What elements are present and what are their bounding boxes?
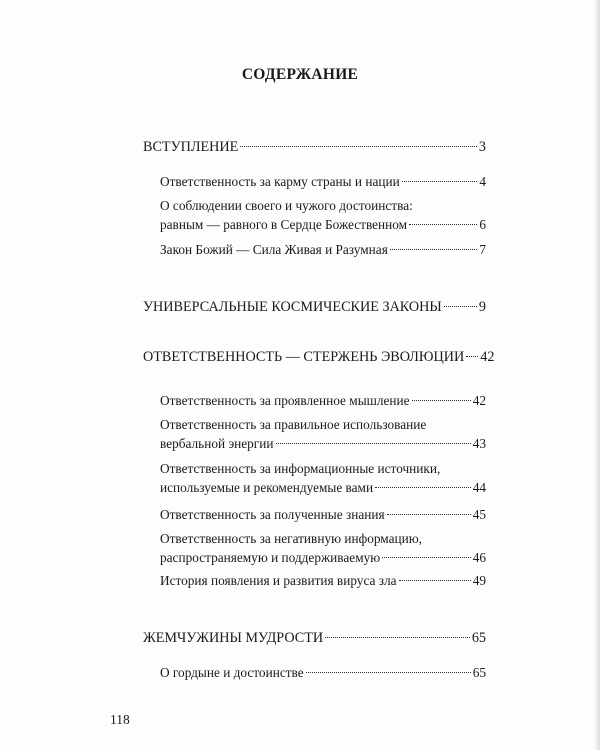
toc-subsection-entry: [160, 197, 486, 233]
dot-leader: [444, 306, 477, 307]
dot-leader: [387, 514, 471, 515]
dot-leader: [325, 637, 470, 638]
toc-entry-line: [160, 664, 486, 681]
toc-entry-title: равным — равного в Сердце Божественном: [160, 217, 408, 232]
page-title: СОДЕРЖАНИЕ: [241, 66, 359, 83]
dot-leader: [399, 580, 471, 581]
dot-leader: [412, 400, 471, 401]
dot-leader: [375, 487, 471, 488]
toc-page-number: 42: [472, 393, 486, 408]
toc-entry-title: Ответственность за карму страны и нации: [160, 174, 400, 189]
toc-section-entry: [143, 139, 486, 156]
toc-entry-title: используемые и рекомендуемые вами: [160, 480, 374, 495]
dot-leader: [306, 672, 471, 673]
toc-page-number: 45: [472, 507, 486, 522]
toc-subsection-entry: [160, 416, 486, 452]
dot-leader: [276, 443, 471, 444]
toc-entry-title: Ответственность за правильное использование: [160, 417, 427, 432]
toc-entry-title: вербальной энергии: [160, 436, 274, 451]
toc-entry-line: [160, 572, 486, 589]
toc-subsection-entry: [160, 506, 486, 523]
toc-entry-line: [143, 630, 486, 647]
toc-entry-line: [160, 416, 486, 433]
toc-entry-title: ОТВЕТСТВЕННОСТЬ — СТЕРЖЕНЬ ЭВОЛЮЦИИ: [143, 349, 465, 365]
toc-section-entry: [143, 349, 495, 366]
toc-entry-line: [143, 349, 495, 366]
dot-leader: [409, 224, 477, 225]
dot-leader: [402, 181, 478, 182]
dot-leader: [382, 557, 471, 558]
toc-entry-line: [160, 392, 486, 409]
toc-page-number: 49: [472, 573, 486, 588]
toc-subsection-entry: [160, 173, 486, 190]
dot-leader: [466, 356, 478, 357]
toc-entry-title: Закон Божий — Сила Живая и Разумная: [160, 242, 388, 257]
toc-page-number: 3: [478, 139, 486, 155]
toc-entry-title: Ответственность за негативную информацию,: [160, 531, 423, 546]
toc-entry-line: [160, 506, 486, 523]
toc-page-number: 65: [472, 665, 486, 680]
toc-entry-line: [160, 460, 486, 477]
toc-page-number: 44: [472, 480, 486, 495]
toc-entry-title: История появления и развития вируса зла: [160, 573, 397, 588]
toc-entry-line: [160, 549, 486, 566]
toc-entry-title: распространяемую и поддерживаемую: [160, 550, 381, 565]
toc-entry-line: [160, 530, 486, 547]
toc-page-number: 4: [479, 174, 486, 189]
toc-entry-line: [160, 173, 486, 190]
toc-subsection-entry: [160, 664, 486, 681]
toc-page-number: 65: [471, 630, 486, 646]
toc-entry-title: О соблюдении своего и чужого достоинства:: [160, 198, 413, 213]
dot-leader: [390, 249, 478, 250]
toc-entry-title: Ответственность за информационные источники,: [160, 461, 441, 476]
toc-page-number: 9: [478, 299, 486, 315]
toc-subsection-entry: [160, 241, 486, 258]
toc-entry-line: [160, 216, 486, 233]
toc-subsection-entry: [160, 530, 486, 566]
toc-entry-title: ЖЕМЧУЖИНЫ МУДРОСТИ: [143, 630, 324, 646]
page-number: 118: [110, 712, 130, 727]
toc-page-number: 46: [472, 550, 486, 565]
toc-entry-line: [143, 139, 486, 156]
toc-page-number: 6: [479, 217, 486, 232]
toc-entry-line: [160, 435, 486, 452]
toc-section-entry: [143, 630, 486, 647]
toc-subsection-entry: [160, 572, 486, 589]
toc-page-number: 43: [472, 436, 486, 451]
toc-section-entry: [143, 299, 486, 316]
toc-subsection-entry: [160, 392, 486, 409]
dot-leader: [240, 146, 477, 147]
toc-entry-title: ВСТУПЛЕНИЕ: [143, 139, 239, 155]
toc-entry-title: О гордыне и достоинстве: [160, 665, 304, 680]
toc-entry-title: Ответственность за проявленное мышление: [160, 393, 410, 408]
toc-entry-line: [160, 479, 486, 496]
toc-page-number: 7: [479, 242, 486, 257]
toc-page-number: 42: [480, 349, 495, 365]
page-edge-shadow: [594, 0, 600, 750]
toc-subsection-entry: [160, 460, 486, 496]
toc-entry-line: [160, 241, 486, 258]
toc-entry-title: Ответственность за полученные знания: [160, 507, 385, 522]
toc-entry-line: [160, 197, 486, 214]
toc-entry-line: [143, 299, 486, 316]
toc-entry-title: УНИВЕРСАЛЬНЫЕ КОСМИЧЕСКИЕ ЗАКОНЫ: [143, 299, 442, 315]
